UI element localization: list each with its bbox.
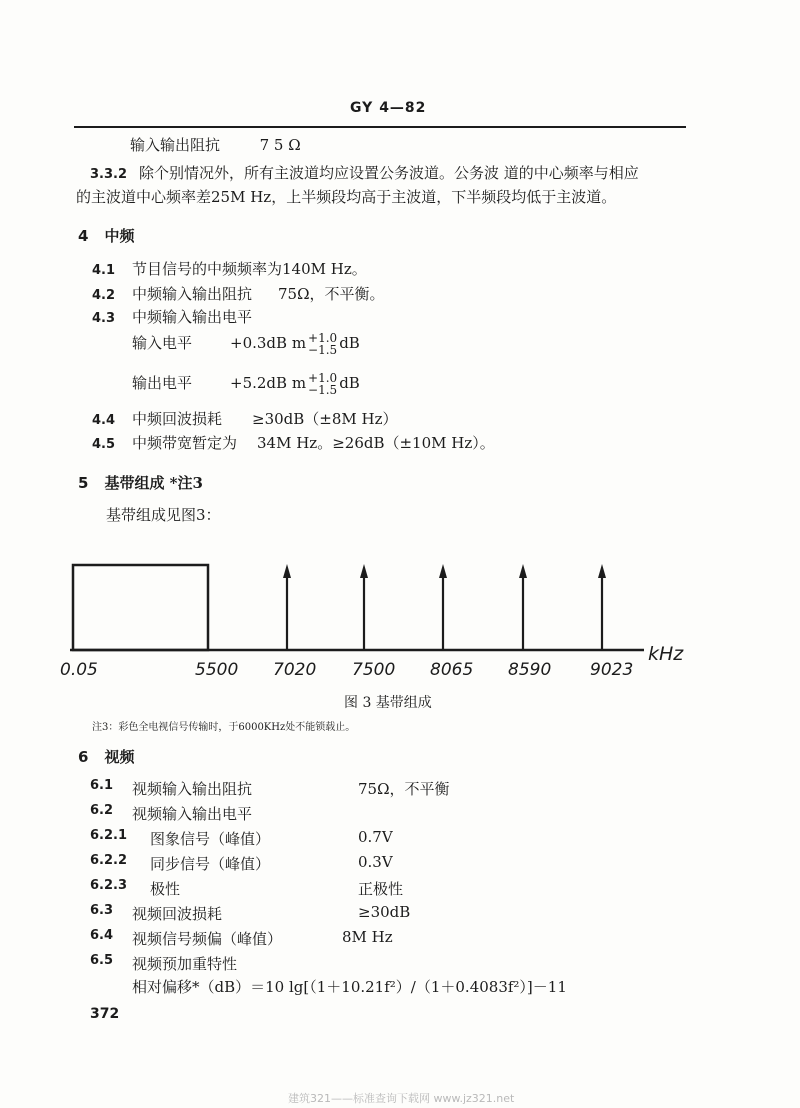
- item-4-3: 4.3 中频输入输出电平: [92, 308, 253, 326]
- section-3-3-2-line2: 的主波道中心频率差25M Hz，上半频段均高于主波道，下半频段均低于主波道。: [76, 188, 617, 206]
- tick-label: 7500: [352, 660, 396, 680]
- item-4-4: 4.4 中频回波损耗 ≥30dB（±8M Hz）: [92, 410, 398, 428]
- figure-caption: 图 3 基带组成: [344, 695, 432, 711]
- tolerance-fraction: +1.0 −1.5: [308, 371, 338, 397]
- tick-label: 8065: [430, 660, 474, 680]
- spec-row: 6.1 视频输入输出阻抗 75Ω，不平衡: [90, 778, 450, 798]
- spec-row: 6.2.2 同步信号（峰值） 0.3V: [90, 853, 393, 873]
- tick-label: 7020: [273, 660, 317, 680]
- carrier-arrow-head: [439, 564, 447, 578]
- section-3-3-2-line1: [90, 162, 639, 183]
- document-code: GY 4—82: [350, 100, 427, 116]
- section-4-heading: 4 中频: [78, 227, 135, 245]
- pre-emphasis-formula: 相对偏移*（dB）＝10 lg[（1＋10.21f²）/（1＋0.4083f²）]－11: [132, 978, 567, 996]
- section-5-heading: 5 基带组成 *注3: [78, 474, 203, 492]
- section-6-heading: 6 视频: [78, 748, 135, 766]
- tick-label: 9023: [590, 660, 634, 680]
- item-4-2: 4.2 中频输入输出阻抗 75Ω，不平衡。: [92, 285, 385, 303]
- spec-row: 6.4 视频信号频偏（峰值） 8M Hz: [90, 928, 393, 948]
- spec-row: 6.2 视频输入输出电平: [90, 803, 253, 823]
- page-number: 372: [90, 1006, 120, 1022]
- carrier-arrow-head: [283, 564, 291, 578]
- impedance-label: 输入输出阻抗: [130, 136, 221, 154]
- spec-row: 6.2.3 极性 正极性: [90, 878, 404, 898]
- input-level: 输入电平 +0.3dB m +1.0 −1.5 dB: [132, 331, 360, 357]
- spec-row: 6.3 视频回波损耗 ≥30dB: [90, 903, 411, 923]
- carrier-arrow-head: [519, 564, 527, 578]
- tick-label: 0.05: [60, 660, 98, 680]
- impedance-line: [130, 134, 301, 155]
- paragraph-text: 除个别情况外，所有主波道均应设置公务波道。公务波 道的中心频率与相应: [139, 164, 639, 182]
- tolerance-fraction: +1.0 −1.5: [308, 331, 338, 357]
- baseband-diagram: [0, 540, 800, 690]
- header-rule: [74, 126, 686, 128]
- figure-intro: 基带组成见图3：: [106, 506, 221, 524]
- spec-row: 6.5 视频预加重特性: [90, 953, 238, 973]
- baseband-block: [73, 565, 208, 650]
- carrier-arrow-head: [360, 564, 368, 578]
- carrier-arrows: [283, 564, 606, 650]
- axis-unit-label: kHz: [648, 643, 684, 665]
- section-6-rows: [90, 778, 510, 978]
- item-4-1: 4.1 节目信号的中频频率为140M Hz。: [92, 260, 367, 278]
- tick-label: 5500: [195, 660, 239, 680]
- figure-note: 注3：彩色全电视信号传输时，于6000KHz处不能锁载止。: [92, 722, 356, 733]
- section-number: 3.3.2: [90, 167, 128, 182]
- tick-label: 8590: [508, 660, 552, 680]
- carrier-arrow-head: [598, 564, 606, 578]
- item-4-5: 4.5 中频带宽暂定为 34M Hz。≥26dB（±10M Hz）。: [92, 434, 495, 452]
- impedance-value: 7 5 Ω: [259, 136, 301, 154]
- frequency-ticks: [60, 660, 633, 680]
- watermark-footer: 建筑321——标准查询下载网 www.jz321.net: [288, 1092, 515, 1105]
- output-level: 输出电平 +5.2dB m +1.0 −1.5 dB: [132, 371, 360, 397]
- spec-row: 6.2.1 图象信号（峰值） 0.7V: [90, 828, 393, 848]
